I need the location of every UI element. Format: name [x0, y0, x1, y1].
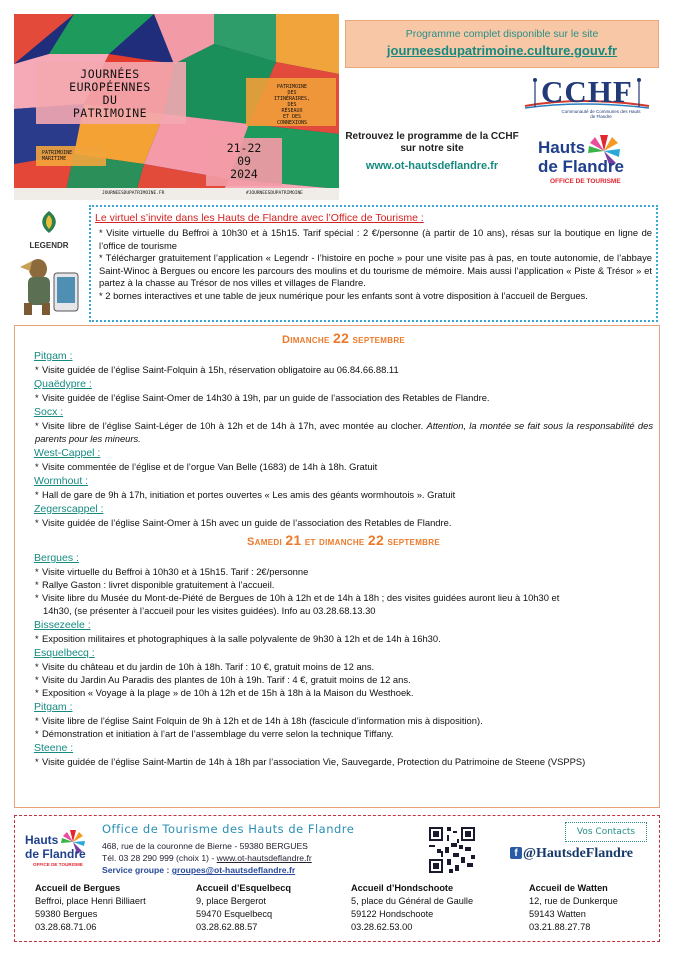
bullet-icon: * — [35, 517, 39, 528]
event-item — [34, 755, 653, 768]
poster-title: JOURNÉES EUROPÉENNES DU PATRIMOINE — [69, 67, 151, 120]
event-item — [34, 578, 653, 591]
event-item — [34, 363, 653, 376]
footer-groups-line: Service groupe : groupes@ot-hautsdeflandre.fr — [102, 865, 296, 875]
bullet-icon: * — [35, 566, 39, 577]
branch-esquelbecq: Accueil d’Esquelbecq 9, place Bergerot 59470 Esquelbecq 03.28.62.88.57 — [196, 883, 291, 932]
bullet-icon: * — [35, 592, 39, 603]
bullet-icon: * — [35, 728, 39, 739]
bullet-icon: * — [35, 364, 39, 375]
bullet-icon: * — [35, 756, 39, 767]
event-item — [34, 488, 653, 501]
event-item — [34, 714, 653, 727]
event-text: Hall de gare de 9h à 17h, initiation et portes ouvertes « Les amis des géants wormhoutois ». Gratuit — [42, 489, 456, 500]
event-text: Visite guidée de l’église Saint-Omer à 15h avec un guide de l’association des Retables de Flandre. — [42, 517, 452, 528]
qr-code-graphic — [427, 825, 477, 875]
event-text: Exposition militaires et photographiques à la salle polyvalente de 9h30 à 12h et de 14h à 16h30. — [42, 633, 441, 644]
program-site-caption: Programme complet disponible sur le site — [405, 28, 599, 40]
event-item — [34, 591, 653, 617]
town-name: Socx : — [34, 406, 64, 418]
event-text: Visite du Jardin Au Paradis des plantes de 10h à 19h. Tarif : 4 €, gratuit moins de 12 ans. — [42, 674, 411, 685]
footer-groups-email[interactable]: groupes@ot-hautsdeflandre.fr — [171, 865, 296, 875]
program-site-link[interactable]: journeesdupatrimoine.culture.gouv.fr — [386, 43, 618, 58]
svg-text:LEGENDR: LEGENDR — [29, 241, 69, 250]
event-item — [34, 516, 653, 529]
svg-text:Hauts: Hauts — [25, 833, 59, 847]
event-text: Visite commentée de l’église et de l’orgue Van Belle (1683) de 14h à 18h. Gratuit — [42, 461, 378, 472]
event-item — [34, 419, 653, 445]
town-name: Bergues : — [34, 552, 79, 564]
town-name: Zegerscappel : — [34, 503, 104, 515]
event-item — [34, 727, 653, 740]
footer-contact-box — [14, 815, 660, 942]
footer-hdf-logo — [25, 826, 95, 876]
contacts-label: Vos Contacts — [565, 822, 647, 842]
virtual-offer-box — [89, 205, 658, 322]
cchf-program-note — [341, 131, 523, 172]
legendr-character-icon — [14, 207, 84, 319]
cchf-wordmark: CCHF — [541, 74, 633, 109]
cchf-subtitle: Communauté de Communes des Hauts de Flandre — [561, 109, 641, 119]
cchf-logo — [521, 74, 653, 124]
branch-watten: Accueil de Watten 12, rue de Dunkerque 59143 Watten 03.21.88.27.78 — [529, 883, 618, 932]
event-text: Rallye Gaston : livret disponible gratuitement à l’accueil. — [42, 579, 275, 590]
bullet-icon: * — [35, 633, 39, 644]
heritage-days-poster — [14, 14, 339, 200]
event-item — [34, 660, 653, 673]
event-text: Visite guidée de l’église Saint-Folquin à 15h, réservation obligatoire au 06.84.66.88.11 — [42, 364, 399, 375]
poster-theme: PATRIMOINE DES ITINÉRAIRES, DES RÉSEAUX ET DES CONNEXIONS — [273, 84, 311, 126]
event-text: Visite du château et du jardin de 10h à 18h. Tarif : 10 €, gratuit moins de 12 ans. — [42, 661, 375, 672]
day-heading-weekend: Samedi 21 et dimanche 22 septembre — [247, 532, 440, 548]
day-heading-sunday: Dimanche 22 septembre — [281, 330, 406, 346]
town-name: Bissezeele : — [34, 619, 91, 631]
town-name: Esquelbecq : — [34, 647, 95, 659]
bullet-icon: * — [35, 661, 39, 672]
facebook-handle[interactable]: f @HautsdeFlandre — [510, 846, 633, 862]
event-item — [34, 686, 653, 699]
program-box — [14, 325, 660, 808]
branch-bergues: Accueil de Bergues Beffroi, place Henri Billiaert 59380 Bergues 03.28.68.71.06 — [35, 883, 146, 932]
hauts-de-flandre-logo — [536, 131, 636, 189]
event-text: Visite libre de l’église Saint-Léger de 10h à 12h et de 14h à 17h, avec montée au clocher. — [42, 420, 427, 431]
poster-footer-url: JOURNEESDUPATRIMOINE.FR — [102, 191, 165, 196]
town-name: Pitgam : — [34, 350, 73, 362]
branch-hondschoote: Accueil d’Hondschoote 5, place du Général de Gaulle 59122 Hondschoote 03.28.62.53.00 — [351, 883, 474, 932]
bullet-icon: * — [35, 489, 39, 500]
bullet-icon: * — [35, 579, 39, 590]
poster-maritime: PATRIMOINE MARITIME — [42, 150, 73, 162]
footer-website-link[interactable]: www.ot-hautsdeflandre.fr — [216, 853, 312, 863]
bullet-icon: * — [35, 674, 39, 685]
cchf-note-line1: Retrouvez le programme de la CCHF — [345, 131, 519, 142]
event-note: Attention, la montée se fait sous la responsabilité des parents pour les mineurs. — [35, 420, 654, 444]
bullet-icon: * — [35, 392, 39, 403]
cchf-site-link[interactable]: www.ot-hautsdeflandre.fr — [365, 160, 499, 172]
bullet-icon: * — [35, 461, 39, 472]
event-item — [34, 565, 653, 578]
event-text: Visite virtuelle du Beffroi à 10h30 et à 15h15. Tarif : 2€/personne — [42, 566, 309, 577]
legendr-illustration — [14, 207, 84, 319]
footer-office-name: Office de Tourisme des Hauts de Flandre — [102, 822, 355, 836]
svg-text:OFFICE DE TOURISME: OFFICE DE TOURISME — [33, 862, 83, 867]
virtual-offer-title: Le virtuel s’invite dans les Hauts de Flandre avec l’Office de Tourisme : — [95, 212, 424, 224]
bullet-icon: * — [35, 420, 39, 431]
event-item — [34, 632, 653, 645]
svg-text:OFFICE DE TOURISME: OFFICE DE TOURISME — [550, 178, 621, 185]
event-text: Visite guidée de l’église Saint-Martin de 14h à 18h par l’association Vie, Sauvegarde, Protection du Patrimoine de Steene (VSPPS) — [42, 756, 586, 767]
event-text: Démonstration et initiation à l’art de l’assemblage du verre selon la technique Tiffany. — [42, 728, 394, 739]
event-text-continued: 14h30, (se présenter à l’accueil pour les visites guidées). Info au 03.28.68.13.30 — [43, 605, 376, 616]
bullet-icon: * — [35, 715, 39, 726]
virtual-offer-item: * Visite virtuelle du Beffroi à 10h30 et à 15h15. Tarif spécial : 2 €/personne (à partir de 10 ans), résas sur la boutique en ligne de l’office de tourisme — [99, 227, 652, 251]
event-text: Visite libre de l’église Saint Folquin de 9h à 12h et de 14h à 18h (fascicule d’information mis à disposition). — [42, 715, 483, 726]
town-name: West-Cappel : — [34, 447, 101, 459]
hdf-sunburst-icon — [25, 826, 95, 876]
event-item — [34, 673, 653, 686]
event-item — [34, 460, 653, 473]
svg-text:de Flandre: de Flandre — [25, 847, 86, 861]
poster-dates: 21-22 09 2024 — [226, 141, 262, 181]
poster-footer-hashtag: #JOURNEESDUPATRIMOINE — [246, 191, 303, 196]
day1-town-list — [34, 349, 653, 529]
footer-phone-line: Tél. 03 28 290 999 (choix 1) - www.ot-hautsdeflandre.fr — [102, 853, 312, 863]
footer-address-block — [102, 840, 312, 876]
qr-code-icon[interactable] — [427, 825, 477, 875]
footer-address: 468, rue de la couronne de Bierne - 59380 BERGUES — [102, 841, 308, 851]
svg-text:de Flandre: de Flandre — [538, 157, 624, 176]
town-name: Quaëdypre : — [34, 378, 92, 390]
day2-town-list — [34, 551, 653, 768]
virtual-offer-item: * 2 bornes interactives et une table de jeux numérique pour les enfants sont à votre disposition à l’accueil de Bergues. — [99, 289, 588, 301]
virtual-offer-item: * Télécharger gratuitement l’application « Legendr - l’histoire en poche » pour une visite pas à pas, en toute autonomie, de l’abbaye Saint-Winoc à Bergues ou encore les parcours des moulins et du tourisme de mémoire. Mais aussi l’application « Piste & Trésor » et partez à la chasse au Trésor de nos villes et villages de Flandre. — [99, 252, 652, 289]
town-name: Steene : — [34, 742, 74, 754]
svg-text:Hauts: Hauts — [538, 138, 586, 157]
event-text: Visite libre du Musée du Mont-de-Piété de Bergues de 10h à 12h et de 14h à 18h ; des visites guidées auront lieu à 10h30 et — [42, 592, 560, 603]
cchf-note-line2: sur notre site — [400, 143, 464, 154]
town-name: Pitgam : — [34, 701, 73, 713]
facebook-icon: f — [510, 847, 522, 859]
event-item — [34, 391, 653, 404]
hdf-sunburst-icon — [536, 131, 636, 189]
event-text: Exposition « Voyage à la plage » de 10h à 12h et de 15h à 18h à la Maison du Westhoek. — [42, 687, 414, 698]
town-name: Wormhout : — [34, 475, 89, 487]
event-text: Visite guidée de l’église Saint-Omer de 14h30 à 19h, par un guide de l’association des Retables de Flandre. — [42, 392, 490, 403]
program-site-banner — [345, 20, 659, 68]
bullet-icon: * — [35, 687, 39, 698]
